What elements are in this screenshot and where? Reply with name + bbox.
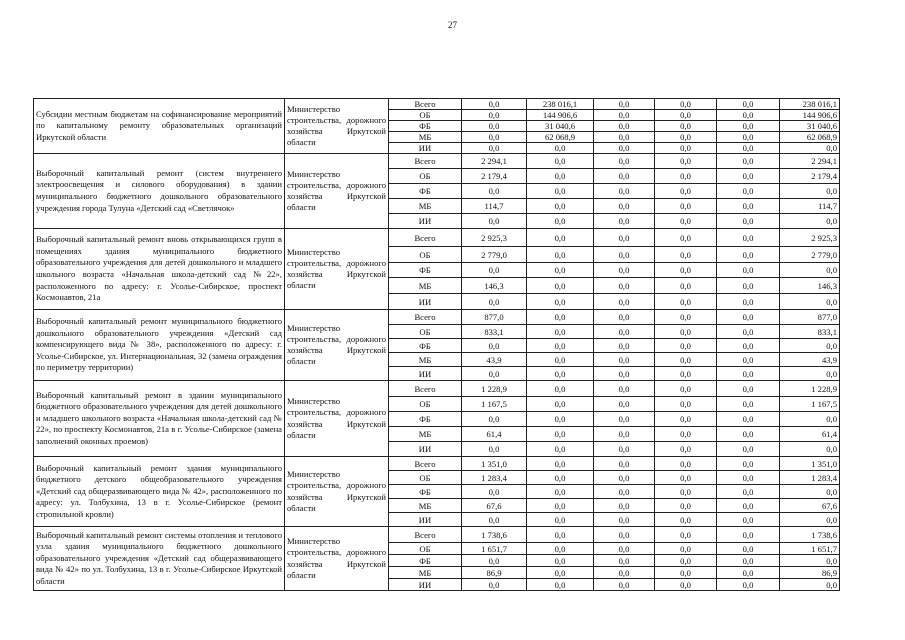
year-value: 0,0 [655, 169, 717, 184]
fund-source: Всего [389, 154, 462, 169]
year-value: 0,0 [717, 471, 780, 485]
year-value: 0,0 [717, 199, 780, 214]
year-value: 238 016,1 [527, 99, 594, 110]
measure-description: Субсидии местным бюджетам на софинансирование мероприятий по капитальному ремонту образовательных организаций Иркутской области [34, 99, 285, 154]
measure-description: Выборочный капитальный ремонт (систем внутреннего электроосвещения и силового оборудования) в здании муниципального бюджетного дошкольного образовательного учреждения города Тулуна «Детский сад «Светлячок» [34, 154, 285, 229]
year-value: 0,0 [717, 457, 780, 471]
year-value: 0,0 [655, 99, 717, 110]
total-value: 0,0 [780, 143, 840, 154]
fund-source: ФБ [389, 485, 462, 499]
fund-source: Всего [389, 527, 462, 543]
year-value: 0,0 [594, 513, 655, 527]
year-value: 0,0 [462, 184, 527, 199]
year-value: 0,0 [527, 427, 594, 442]
year-value: 0,0 [594, 442, 655, 457]
year-value: 0,0 [462, 579, 527, 591]
year-value: 0,0 [527, 579, 594, 591]
year-value: 114,7 [462, 199, 527, 214]
year-value: 0,0 [462, 555, 527, 567]
year-value: 0,0 [717, 412, 780, 427]
year-value: 0,0 [527, 397, 594, 412]
year-value: 0,0 [594, 278, 655, 294]
year-value: 0,0 [717, 229, 780, 247]
year-value: 877,0 [462, 310, 527, 325]
year-value: 0,0 [594, 567, 655, 579]
fund-source: ФБ [389, 184, 462, 199]
total-value: 0,0 [780, 367, 840, 381]
year-value: 0,0 [527, 154, 594, 169]
year-value: 2 925,3 [462, 229, 527, 247]
responsible-ministry: Министерство строительства, дорожного хозяйства Иркутской области [285, 381, 389, 457]
year-value: 0,0 [462, 214, 527, 229]
year-value: 31 040,6 [527, 121, 594, 132]
year-value: 0,0 [527, 367, 594, 381]
year-value: 0,0 [594, 543, 655, 555]
fund-source: МБ [389, 499, 462, 513]
year-value: 1 651,7 [462, 543, 527, 555]
year-value: 1 228,9 [462, 381, 527, 397]
total-value: 114,7 [780, 199, 840, 214]
year-value: 0,0 [717, 154, 780, 169]
fund-source: ИИ [389, 214, 462, 229]
year-value: 0,0 [655, 457, 717, 471]
total-value: 1 167,5 [780, 397, 840, 412]
year-value: 0,0 [655, 339, 717, 353]
year-value: 0,0 [655, 381, 717, 397]
fund-source: ФБ [389, 555, 462, 567]
year-value: 0,0 [655, 154, 717, 169]
measure-description: Выборочный капитальный ремонт муниципального бюджетного дошкольного образовательного учреждения «Детский сад компенсирующего вида № 38», расположенного по адресу: г. Усолье-Сибирское, ул. Интернациональная, 32 (замена ограждения по периметру территории) [34, 310, 285, 381]
year-value: 0,0 [462, 110, 527, 121]
table-row [34, 381, 840, 397]
year-value: 1 738,6 [462, 527, 527, 543]
fund-source: Всего [389, 229, 462, 247]
year-value: 0,0 [594, 110, 655, 121]
year-value: 0,0 [462, 412, 527, 427]
year-value: 0,0 [527, 294, 594, 310]
year-value: 43,9 [462, 353, 527, 367]
year-value: 144 906,6 [527, 110, 594, 121]
total-value: 0,0 [780, 184, 840, 199]
total-value: 2 779,0 [780, 247, 840, 263]
fund-source: Всего [389, 381, 462, 397]
total-value: 0,0 [780, 339, 840, 353]
fund-source: МБ [389, 132, 462, 143]
year-value: 0,0 [717, 499, 780, 513]
fund-source: МБ [389, 199, 462, 214]
year-value: 2 179,4 [462, 169, 527, 184]
year-value: 0,0 [527, 499, 594, 513]
year-value: 1 167,5 [462, 397, 527, 412]
year-value: 0,0 [462, 367, 527, 381]
total-value: 0,0 [780, 485, 840, 499]
year-value: 0,0 [717, 567, 780, 579]
year-value: 0,0 [594, 381, 655, 397]
total-value: 86,9 [780, 567, 840, 579]
table-row [34, 527, 840, 543]
year-value: 0,0 [655, 567, 717, 579]
total-value: 833,1 [780, 325, 840, 339]
year-value: 0,0 [655, 513, 717, 527]
year-value: 0,0 [594, 263, 655, 278]
year-value: 0,0 [527, 457, 594, 471]
fund-source: МБ [389, 278, 462, 294]
responsible-ministry: Министерство строительства, дорожного хозяйства Иркутской области [285, 457, 389, 527]
table-row [34, 310, 840, 325]
fund-source: ОБ [389, 325, 462, 339]
fund-source: Всего [389, 99, 462, 110]
year-value: 0,0 [655, 143, 717, 154]
fund-source: ОБ [389, 169, 462, 184]
year-value: 0,0 [594, 527, 655, 543]
year-value: 0,0 [462, 263, 527, 278]
total-value: 2 179,4 [780, 169, 840, 184]
year-value: 0,0 [462, 513, 527, 527]
responsible-ministry: Министерство строительства, дорожного хозяйства Иркутской области [285, 154, 389, 229]
fund-source: ИИ [389, 294, 462, 310]
year-value: 0,0 [462, 99, 527, 110]
fund-source: ФБ [389, 263, 462, 278]
total-value: 1 651,7 [780, 543, 840, 555]
year-value: 146,3 [462, 278, 527, 294]
total-value: 31 040,6 [780, 121, 840, 132]
year-value: 0,0 [717, 325, 780, 339]
total-value: 1 228,9 [780, 381, 840, 397]
fund-source: ОБ [389, 397, 462, 412]
year-value: 0,0 [655, 353, 717, 367]
total-value: 238 016,1 [780, 99, 840, 110]
total-value: 0,0 [780, 214, 840, 229]
fund-source: ИИ [389, 143, 462, 154]
year-value: 0,0 [717, 527, 780, 543]
year-value: 0,0 [655, 543, 717, 555]
year-value: 0,0 [527, 310, 594, 325]
year-value: 0,0 [655, 110, 717, 121]
year-value: 0,0 [527, 184, 594, 199]
total-value: 0,0 [780, 579, 840, 591]
year-value: 0,0 [717, 121, 780, 132]
year-value: 0,0 [462, 143, 527, 154]
fund-source: ОБ [389, 471, 462, 485]
fund-source: ФБ [389, 121, 462, 132]
year-value: 0,0 [594, 247, 655, 263]
year-value: 0,0 [594, 457, 655, 471]
year-value: 0,0 [717, 555, 780, 567]
measure-description: Выборочный капитальный ремонт системы отопления и теплового узла здания муниципального бюджетного дошкольного образовательного учреждения «Детский сад общеразвивающего вида № 42» по ул. Толбухина, 13 в г. Усолье-Сибирское Иркутской области [34, 527, 285, 591]
year-value: 0,0 [594, 294, 655, 310]
total-value: 1 738,6 [780, 527, 840, 543]
year-value: 61,4 [462, 427, 527, 442]
year-value: 0,0 [717, 169, 780, 184]
year-value: 0,0 [717, 513, 780, 527]
year-value: 1 283,4 [462, 471, 527, 485]
year-value: 0,0 [527, 143, 594, 154]
year-value: 0,0 [527, 247, 594, 263]
year-value: 2 294,1 [462, 154, 527, 169]
total-value: 0,0 [780, 412, 840, 427]
budget-table-body [34, 99, 840, 591]
table-row [34, 154, 840, 169]
year-value: 0,0 [594, 339, 655, 353]
year-value: 0,0 [527, 527, 594, 543]
year-value: 0,0 [655, 442, 717, 457]
year-value: 0,0 [717, 485, 780, 499]
year-value: 0,0 [594, 353, 655, 367]
year-value: 0,0 [527, 471, 594, 485]
total-value: 0,0 [780, 263, 840, 278]
year-value: 0,0 [655, 367, 717, 381]
year-value: 0,0 [527, 567, 594, 579]
total-value: 877,0 [780, 310, 840, 325]
year-value: 0,0 [655, 278, 717, 294]
year-value: 0,0 [717, 442, 780, 457]
year-value: 0,0 [527, 412, 594, 427]
year-value: 0,0 [527, 214, 594, 229]
year-value: 0,0 [717, 381, 780, 397]
year-value: 0,0 [462, 339, 527, 353]
total-value: 0,0 [780, 442, 840, 457]
year-value: 0,0 [655, 579, 717, 591]
year-value: 0,0 [527, 353, 594, 367]
year-value: 0,0 [594, 99, 655, 110]
year-value: 0,0 [594, 310, 655, 325]
year-value: 0,0 [462, 121, 527, 132]
year-value: 0,0 [655, 412, 717, 427]
fund-source: ИИ [389, 513, 462, 527]
year-value: 0,0 [527, 513, 594, 527]
year-value: 0,0 [594, 132, 655, 143]
year-value: 0,0 [462, 485, 527, 499]
year-value: 0,0 [655, 555, 717, 567]
year-value: 0,0 [527, 325, 594, 339]
year-value: 0,0 [717, 427, 780, 442]
table-row [34, 99, 840, 110]
year-value: 0,0 [527, 169, 594, 184]
fund-source: МБ [389, 427, 462, 442]
table-row [34, 457, 840, 471]
year-value: 0,0 [527, 381, 594, 397]
fund-source: Всего [389, 457, 462, 471]
year-value: 0,0 [717, 278, 780, 294]
year-value: 67,6 [462, 499, 527, 513]
responsible-ministry: Министерство строительства, дорожного хозяйства Иркутской области [285, 310, 389, 381]
year-value: 62 068,9 [527, 132, 594, 143]
year-value: 0,0 [655, 294, 717, 310]
year-value: 0,0 [717, 214, 780, 229]
fund-source: ОБ [389, 247, 462, 263]
year-value: 0,0 [717, 99, 780, 110]
year-value: 0,0 [717, 263, 780, 278]
year-value: 0,0 [717, 397, 780, 412]
year-value: 86,9 [462, 567, 527, 579]
year-value: 0,0 [527, 485, 594, 499]
year-value: 0,0 [717, 367, 780, 381]
year-value: 0,0 [717, 143, 780, 154]
total-value: 61,4 [780, 427, 840, 442]
year-value: 2 779,0 [462, 247, 527, 263]
fund-source: МБ [389, 567, 462, 579]
total-value: 0,0 [780, 294, 840, 310]
year-value: 0,0 [655, 527, 717, 543]
year-value: 0,0 [717, 110, 780, 121]
year-value: 0,0 [527, 339, 594, 353]
fund-source: ФБ [389, 412, 462, 427]
year-value: 833,1 [462, 325, 527, 339]
year-value: 0,0 [594, 214, 655, 229]
year-value: 0,0 [655, 132, 717, 143]
year-value: 0,0 [655, 199, 717, 214]
year-value: 0,0 [594, 143, 655, 154]
year-value: 0,0 [655, 310, 717, 325]
year-value: 0,0 [655, 214, 717, 229]
measure-description: Выборочный капитальный ремонт вновь открывающихся групп в помещениях здания муниципального бюджетного образовательного учреждения для детей дошкольного и младшего школьного возраста «Начальная школа-детский сад №22», расположенного по адресу: г. Усолье-Сибирское, проспект Космонавтов, 21а [34, 229, 285, 310]
year-value: 0,0 [594, 184, 655, 199]
year-value: 0,0 [655, 427, 717, 442]
year-value: 0,0 [594, 121, 655, 132]
year-value: 0,0 [717, 294, 780, 310]
total-value: 146,3 [780, 278, 840, 294]
fund-source: ИИ [389, 367, 462, 381]
year-value: 0,0 [655, 499, 717, 513]
measure-description: Выборочный капитальный ремонт здания муниципального бюджетного детского общеобразовательного учреждения «Детский сад общеразвивающего вида № 42», расположенного по адресу: ул. Толбухина, 13 в г. Усолье-Сибирское (ремонт стропильной кровли) [34, 457, 285, 527]
year-value: 0,0 [594, 169, 655, 184]
year-value: 0,0 [594, 154, 655, 169]
year-value: 0,0 [655, 229, 717, 247]
year-value: 0,0 [655, 397, 717, 412]
year-value: 0,0 [462, 294, 527, 310]
fund-source: ОБ [389, 110, 462, 121]
total-value: 0,0 [780, 555, 840, 567]
year-value: 0,0 [717, 353, 780, 367]
responsible-ministry: Министерство строительства, дорожного хозяйства Иркутской области [285, 229, 389, 310]
total-value: 2 925,3 [780, 229, 840, 247]
responsible-ministry: Министерство строительства, дорожного хозяйства Иркутской области [285, 99, 389, 154]
year-value: 0,0 [655, 121, 717, 132]
year-value: 0,0 [594, 397, 655, 412]
year-value: 0,0 [717, 310, 780, 325]
total-value: 1 351,0 [780, 457, 840, 471]
total-value: 144 906,6 [780, 110, 840, 121]
year-value: 0,0 [717, 132, 780, 143]
total-value: 67,6 [780, 499, 840, 513]
year-value: 0,0 [527, 278, 594, 294]
year-value: 0,0 [527, 199, 594, 214]
year-value: 0,0 [717, 247, 780, 263]
year-value: 0,0 [527, 442, 594, 457]
year-value: 0,0 [594, 367, 655, 381]
year-value: 0,0 [717, 339, 780, 353]
measure-description: Выборочный капитальный ремонт в здании муниципального бюджетного образовательного учреждения для детей дошкольного и младшего школьного возраста «Начальная школа-детский сад № 22», по проспекту Космонавтов, 21а в г. Усолье-Сибирское (замена заполнений оконных проемов) [34, 381, 285, 457]
year-value: 0,0 [527, 543, 594, 555]
year-value: 0,0 [717, 543, 780, 555]
year-value: 0,0 [462, 132, 527, 143]
total-value: 62 068,9 [780, 132, 840, 143]
fund-source: ОБ [389, 543, 462, 555]
year-value: 0,0 [655, 184, 717, 199]
total-value: 0,0 [780, 513, 840, 527]
year-value: 0,0 [594, 199, 655, 214]
fund-source: МБ [389, 353, 462, 367]
year-value: 0,0 [594, 229, 655, 247]
year-value: 0,0 [594, 325, 655, 339]
year-value: 0,0 [594, 499, 655, 513]
fund-source: ИИ [389, 579, 462, 591]
year-value: 0,0 [594, 579, 655, 591]
fund-source: ИИ [389, 442, 462, 457]
year-value: 0,0 [462, 442, 527, 457]
total-value: 43,9 [780, 353, 840, 367]
table-row [34, 229, 840, 247]
fund-source: Всего [389, 310, 462, 325]
year-value: 0,0 [655, 325, 717, 339]
year-value: 0,0 [655, 263, 717, 278]
year-value: 0,0 [655, 485, 717, 499]
year-value: 0,0 [594, 427, 655, 442]
year-value: 0,0 [717, 184, 780, 199]
year-value: 0,0 [655, 471, 717, 485]
year-value: 0,0 [594, 485, 655, 499]
fund-source: ФБ [389, 339, 462, 353]
total-value: 2 294,1 [780, 154, 840, 169]
year-value: 0,0 [527, 555, 594, 567]
year-value: 0,0 [527, 229, 594, 247]
year-value: 0,0 [655, 247, 717, 263]
responsible-ministry: Министерство строительства, дорожного хозяйства Иркутской области [285, 527, 389, 591]
year-value: 1 351,0 [462, 457, 527, 471]
year-value: 0,0 [527, 263, 594, 278]
year-value: 0,0 [717, 579, 780, 591]
year-value: 0,0 [594, 555, 655, 567]
total-value: 1 283,4 [780, 471, 840, 485]
year-value: 0,0 [594, 412, 655, 427]
budget-table [33, 98, 840, 591]
page-number: 27 [448, 20, 457, 30]
year-value: 0,0 [594, 471, 655, 485]
